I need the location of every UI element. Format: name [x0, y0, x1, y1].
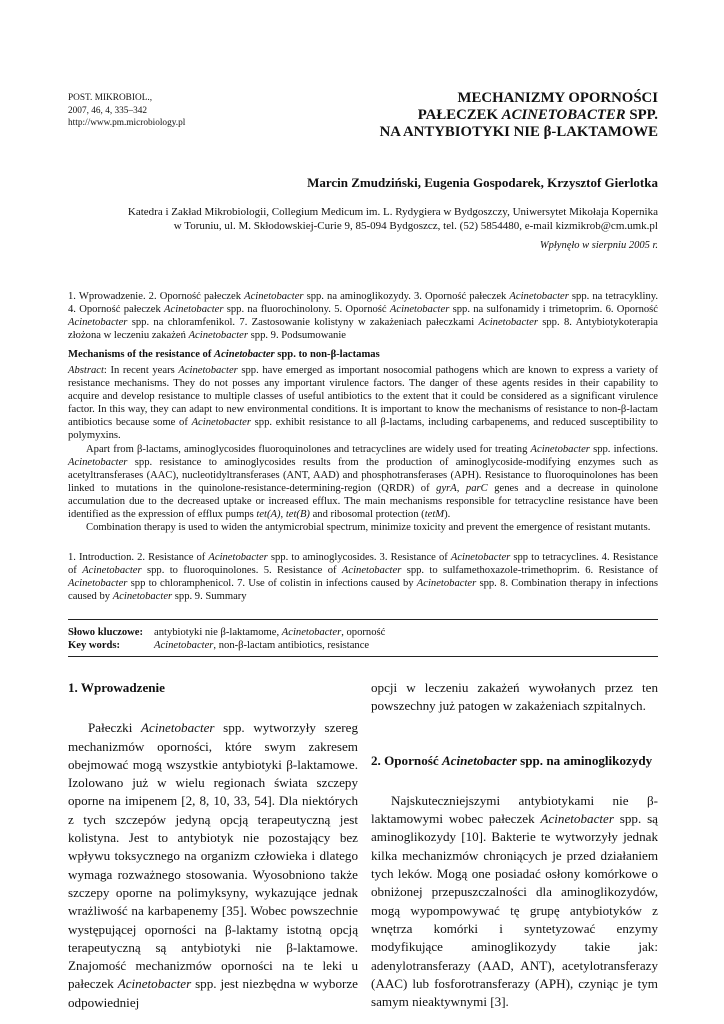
italic-run: Acinetobacter: [244, 291, 304, 302]
text-run: ,: [456, 482, 466, 494]
title-line-2: [228, 107, 658, 124]
italic-run: parC: [465, 482, 488, 494]
text-run: spp. na chloramfenikol. 7. Zastosowanie kolistyny w zakażeniach pałeczkami: [127, 317, 479, 329]
text-run: spp. resistance to aminoglycosides results from the production of aminoglycoside-modifying enzymes such as acetyltransferases (AAC), nucleotidyltransferases (ANT, AAD) and phosphotransferases (APH). Resistance to fluoroquinolones has been linked to mutations in the quinolone-resistance-determining-region (QRDR) of: [68, 456, 658, 494]
italic-run: Acinetobacter: [214, 349, 275, 360]
text-run: , oporność: [341, 627, 386, 638]
title-line-2-genus: ACINETOBACTER: [501, 106, 626, 123]
keywords-polish: [68, 626, 385, 639]
italic-run: Acinetobacter: [141, 720, 215, 736]
text-run: and ribosomal protection (: [309, 509, 425, 521]
italic-run: Acinetobacter: [112, 591, 173, 603]
italic-run: Acinetobacter: [117, 976, 192, 992]
text-run: Apart from β-lactams, aminoglycosides fluoroquinolones and tetracyclines are widely used for treating: [86, 443, 531, 455]
abstract-paragraph-1: [68, 364, 658, 443]
text-run: 2. Oporność: [371, 752, 442, 768]
title-line-3: NA ANTYBIOTYKI NIE β-LAKTAMOWE: [379, 123, 658, 140]
text-run: spp. na tetracykliny. 4. Oporność pałeczek: [68, 291, 658, 316]
author-list: Marcin Zmudziński, Eugenia Gospodarek, Krzysztof Gierlotka: [307, 175, 658, 190]
abstract: [68, 364, 658, 534]
journal-citation: POST. MIKROBIOL., 2007, 46, 4, 335–342 http://www.pm.microbiology.pl: [68, 93, 186, 129]
affiliation-line-1: Katedra i Zakład Mikrobiologii, Collegium Medicum im. L. Rydygiera w Bydgoszczy, Uniwersytet Mikołaja Kopernika: [127, 206, 658, 218]
text-run: spp. na aminoglikozydy. 3. Oporność pałeczek: [303, 291, 510, 302]
keywords-polish-label: Słowo kluczowe:: [68, 627, 144, 638]
text-run: Combination therapy is used to widen the antymicrobial spectrum, minimize toxicity and prevent the emergence of resistant mutants.: [86, 522, 651, 534]
text-run: : In recent years: [103, 365, 179, 376]
text-run: spp. to non-β-lactamas: [274, 349, 380, 360]
text-run: spp. na fluorochinolony. 5. Oporność: [223, 304, 390, 316]
section-1-heading: 1. Wprowadzenie: [68, 680, 165, 695]
title-line-2-pre: PAŁECZEK: [417, 106, 502, 123]
column-left: [68, 679, 358, 1012]
toc-polish: [68, 290, 658, 342]
text-run: spp. infections.: [589, 443, 658, 455]
italic-run: Acinetobacter: [68, 456, 128, 468]
article-title: [228, 90, 658, 140]
text-run: spp. to sulfamethoxazole-trimethoprim. 6. Resistance of: [401, 565, 658, 577]
italic-run: tetM: [424, 509, 445, 521]
italic-run: Acinetobacter: [82, 565, 142, 577]
italic-run: tet(A): [256, 509, 281, 521]
italic-run: Acinetobacter: [540, 811, 614, 827]
text-run: spp. 8. Antybiotykoterapia złożona w leczeniu zakażeń: [68, 317, 658, 342]
text-run: antybiotyki nie β-laktamome,: [154, 627, 282, 638]
italic-run: tet(B): [285, 509, 310, 521]
keywords-polish-value: [154, 627, 385, 638]
text-run: spp. 8. Combination therapy in infections caused by: [68, 578, 658, 603]
italic-run: Acinetobacter: [478, 317, 538, 329]
text-run: Mechanisms of the resistance of: [68, 349, 215, 360]
text-run: genes and a decrease in quinolone accumulation due to the decreased uptake or increased efflux. The main mechanisms responsible for tetracycline resistance have been identified as the expression of efflux pumps: [68, 482, 659, 521]
keywords-english-value: [154, 640, 369, 651]
text-run: spp. na aminoglikozydy: [516, 752, 653, 768]
italic-run: Acinetobacter: [178, 365, 238, 376]
italic-run: Acinetobacter: [509, 291, 569, 302]
italic-run: Acinetobacter: [191, 417, 251, 429]
italic-run: Acinetobacter: [450, 552, 511, 563]
title-line-2-post: SPP.: [625, 106, 658, 123]
section-1-continuation: opcji w leczeniu zakażeń wywołanych przez ten powszechny już patogen w zakażeniach szpitalnych.: [371, 680, 658, 714]
affiliation-line-2: w Toruniu, ul. M. Skłodowskiej-Curie 9, 85-094 Bydgoszcz, tel. (52) 5854480, e-mail kizmikrob@cm.umk.pl: [173, 220, 658, 233]
text-run: spp. to aminoglycosides. 3. Resistance of: [267, 552, 451, 563]
italic-run: gyrA: [436, 482, 457, 494]
text-run: spp. wytworzyły szereg mechanizmów oporności, które swym zakresem obejmować mogą wszystkie antybiotyki β-laktamowe. Izolowano już w wielu regionach świata szczepy oporne na imipenem [2, 8, 10, 33, 54]. Dla niektórych z tych szczepów jedyną opcją terapeutyczną jest kolistyna. Jest to antybiotyk nie pozostający bez wpływu toksycznego na organizm człowieka i dlatego wymaga rozważnego stosowania. Wyosobniono także szczepy oporne na polimyksyny, wykazujące jednak wrażliwość na karbapenemy [35]. Wobec powszechnie występującej oporności na β-laktamy istotną opcją terapeutyczną są antybiotyki nie β-laktamowe. Znajomość mechanizmów oporności na te leki u pałeczek: [68, 720, 358, 992]
text-run: Pałeczki: [88, 720, 142, 736]
text-run: Najskuteczniejszymi antybiotykami nie β-laktamowymi wobec pałeczek: [371, 792, 658, 827]
text-run: ).: [444, 509, 451, 521]
italic-run: Acinetobacter: [416, 578, 477, 590]
italic-run: Acinetobacter: [441, 752, 517, 768]
text-run: spp. 9. Podsumowanie: [248, 330, 346, 342]
italic-run: Acinetobacter: [389, 304, 450, 316]
italic-run: Acinetobacter: [68, 578, 128, 590]
text-run: spp. 9. Summary: [172, 591, 247, 603]
abstract-paragraph-3: [68, 521, 658, 534]
english-title: [68, 348, 658, 361]
text-run: 1. Wprowadzenie. 2. Oporność pałeczek: [68, 291, 245, 302]
keywords-bottom-rule: [68, 656, 658, 657]
italic-run: Acinetobacter: [341, 565, 402, 577]
text-run: spp. exhibit resistance to all β-lactams, including carbapenems, and reduced susceptibility to polymyxins.: [68, 417, 658, 442]
italic-run: Acinetobacter: [188, 330, 248, 342]
keywords-english-label: Key words:: [68, 640, 121, 651]
text-run: ,: [280, 509, 286, 521]
italic-run: Acinetobacter: [68, 317, 128, 329]
text-run: 1. Introduction. 2. Resistance of: [68, 552, 209, 563]
text-run: spp. są aminoglikozydy [10]. Bakterie te wytworzyły jednak kilka mechanizmów chroniących je przed działaniem tych leków. Mogą one posiadać osłony komórkowe o obniżonej przepuszczalności dla aminoglikozydów, mogą wypompowywać tę grupę antybiotyków z wnętrza komórki i syntetyzować enzymy modyfikujące aminoglikozydy takie jak: adenylotransferazy (AAD, ANT), acetylotransferazy (AAC) lub fosforotransferazy (APH), czyniąc je tym samym nieaktywnymi [3].: [371, 811, 658, 1010]
text-run: , non-β-lactam antibiotics, resistance: [213, 640, 370, 651]
section-2-heading: [371, 752, 658, 770]
abstract-paragraph-2: [68, 443, 658, 522]
text-run: spp. have emerged as important nosocomial pathogens which are known to express a variety of resistance mechanisms. They do not posses any important virulence factors. The danger of these agents resides in their capability to acquire and develop resistance to multiple classes of useful antibiotics to the extent that it could be considered as a significant virulence factor. In this way, they can adapt to new environmental conditions. It is important to know the mechanisms of resistance to non-β-lactam antibiotics because some of: [68, 365, 658, 429]
text-run: spp. jest niezbędna w wyborze odpowiedniej: [68, 976, 358, 1010]
italic-run: Acinetobacter: [281, 627, 342, 638]
toc-english: [68, 551, 658, 603]
italic-run: Acinetobacter: [530, 443, 590, 455]
italic-run: Acinetobacter: [154, 640, 214, 651]
keywords-english: [68, 639, 369, 652]
text-run: spp. na sulfonamidy i trimetoprim. 6. Oporność: [449, 304, 658, 316]
keywords-top-rule: [68, 619, 658, 620]
received-date: Wpłynęło w sierpniu 2005 r.: [539, 240, 658, 251]
italic-run: Acinetobacter: [164, 304, 224, 316]
text-run: spp. to fluoroquinolones. 5. Resistance of: [141, 565, 342, 577]
section-1-paragraph: [68, 719, 358, 1012]
section-2-paragraph: [371, 792, 658, 1012]
text-run: spp to tetracyclines. 4. Resistance of: [68, 552, 658, 577]
affiliation: [58, 205, 658, 234]
italic-run: Abstract: [68, 365, 104, 376]
title-line-1: MECHANIZMY OPORNOŚCI: [457, 90, 658, 106]
italic-run: Acinetobacter: [208, 552, 268, 563]
column-right: [371, 679, 658, 1011]
text-run: spp to chloramphenicol. 7. Use of colistin in infections caused by: [127, 578, 417, 590]
